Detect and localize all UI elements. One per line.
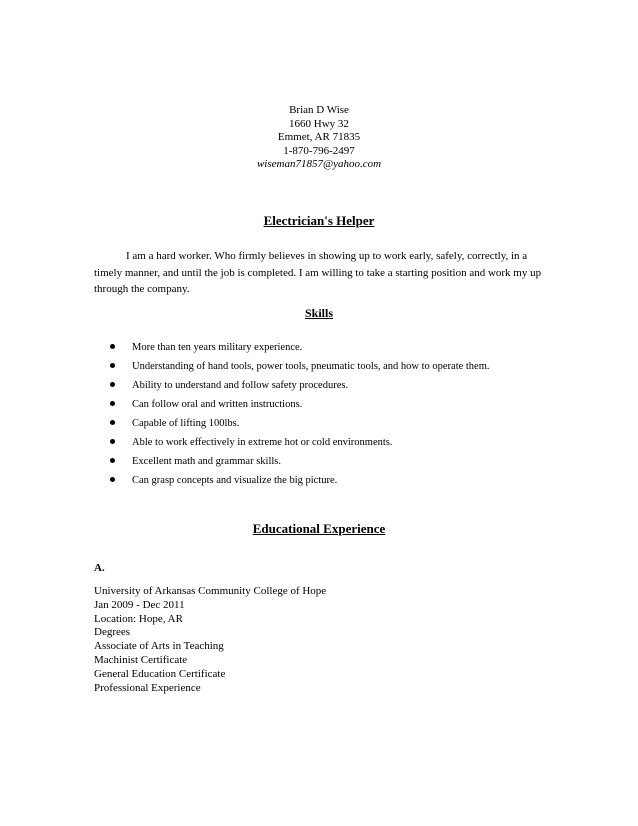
skill-item: Excellent math and grammar skills. [110,454,490,473]
skill-item: More than ten years military experience. [110,340,490,359]
contact-city: Emmet, AR 71835 [277,131,361,144]
contact-street: 1660 Hwy 32 [289,117,349,130]
education-line: General Education Certificate [94,667,226,680]
bullet-icon [110,439,115,444]
bullet-icon [110,344,115,349]
education-line: Location: Hope, AR [94,612,183,625]
bullet-icon [110,382,115,387]
job-title-heading: Electrician's Helper [263,213,375,228]
skills-list [110,340,490,492]
education-line: University of Arkansas Community College of Hope [94,585,327,597]
bullet-icon [110,363,115,368]
bullet-icon [110,420,115,425]
education-line: Machinist Certificate [94,653,188,666]
skill-item: Ability to understand and follow safety procedures. [110,378,490,397]
education-section-label: A. [94,562,105,574]
contact-phone: 1-870-796-2497 [283,144,355,157]
contact-email: wiseman71857@yahoo.com [256,158,382,171]
bullet-icon [110,458,115,463]
education-line: Degrees [94,626,131,639]
education-heading: Educational Experience [252,521,386,536]
education-line: Professional Experience [94,681,201,694]
bullet-icon [110,477,115,482]
bullet-icon [110,401,115,406]
contact-name: Brian D Wise [289,104,349,116]
skill-item: Can grasp concepts and visualize the big picture. [110,473,490,492]
objective-paragraph: I am a hard worker. Who firmly believes in showing up to work early, safely, correctly, in a timely manner, and until the job is completed. I am willing to take a starting position and work my up through the company. [94,250,542,295]
skill-item: Understanding of hand tools, power tools, pneumatic tools, and how to operate them. [110,359,490,378]
education-details [94,585,326,695]
contact-block [0,104,638,172]
skills-heading: Skills [304,306,334,320]
skill-item: Capable of lifting 100lbs. [110,416,490,435]
skill-item: Can follow oral and written instructions. [110,397,490,416]
education-line: Associate of Arts in Teaching [94,640,224,653]
education-line: Jan 2009 - Dec 2011 [94,598,185,611]
skill-item: Able to work effectively in extreme hot or cold environments. [110,435,490,454]
